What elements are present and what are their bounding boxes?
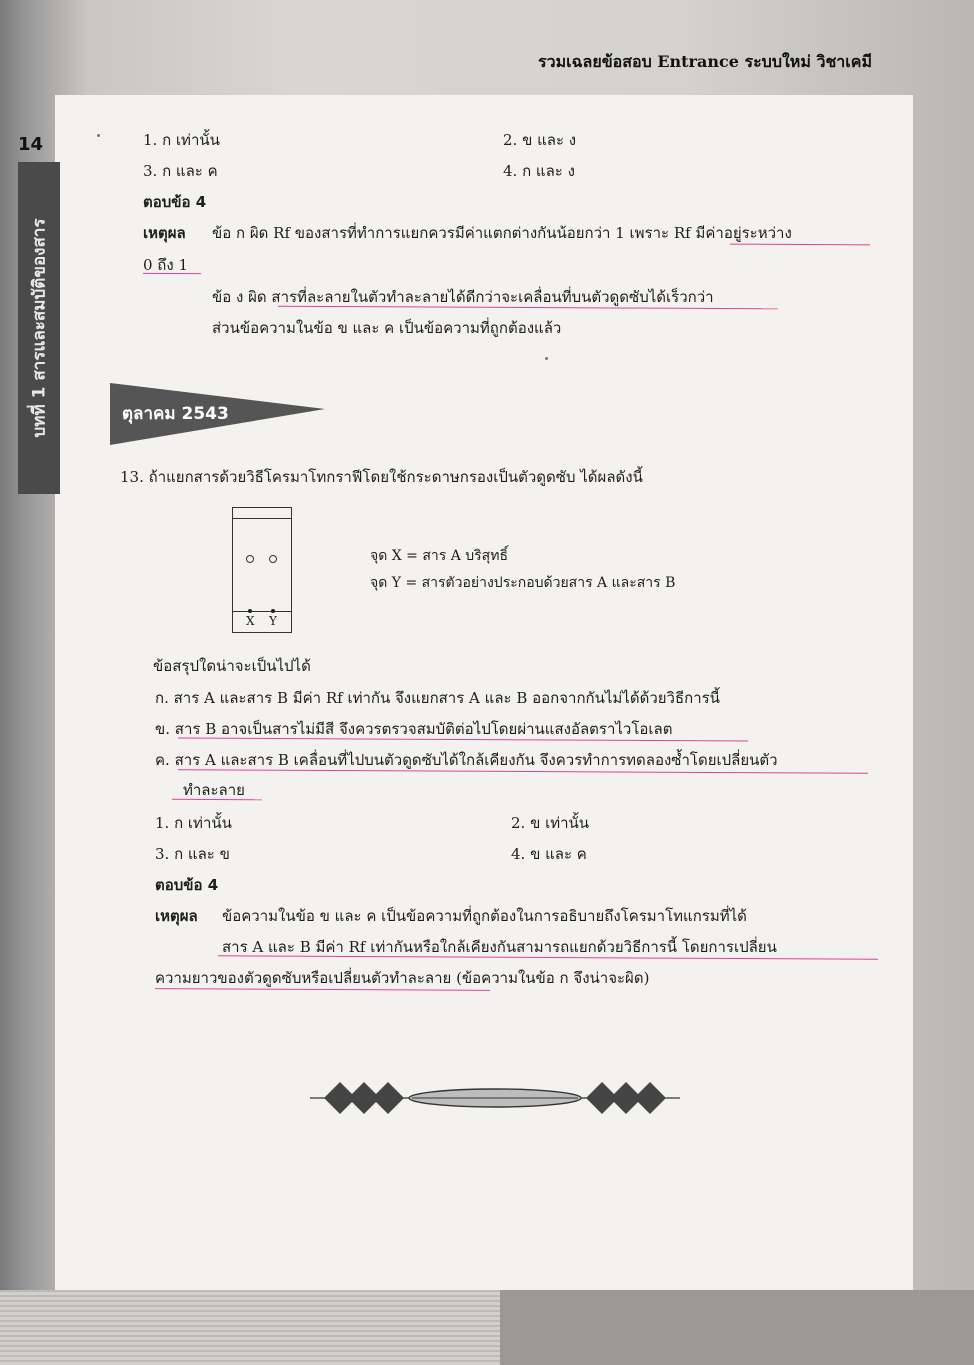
label-x: X [246,614,255,628]
statement-c-line-1: ค. สาร A และสาร B เคลื่อนที่ไปบนตัวดูดซับได้ใกล้เคียงกัน จึงควรทำการทดลองซ้ำโดยเปลี่ยนตัว [155,751,778,769]
prev-option-1: 1. ก เท่านั้น [143,131,220,149]
q13-answer: ตอบข้อ 4 [155,876,219,894]
question-13-prompt: ข้อสรุปใดน่าจะเป็นไปได้ [153,657,311,675]
statement-b: ข. สาร B อาจเป็นสารไม่มีสี จึงควรตรวจสมบัติต่อไปโดยผ่านแสงอัลตราไวโอเลต [155,720,673,738]
q13-reason-label: เหตุผล [155,907,198,925]
bottom-shadow [500,1290,974,1365]
q13-reason-line-2: สาร A และ B มีค่า Rf เท่ากันหรือใกล้เคียงกันสามารถแยกด้วยวิธีการนี้ โดยการเปลี่ยน [222,938,777,956]
prev-reason-label: เหตุผล [143,224,186,242]
diamond-divider-icon [310,1078,680,1118]
bottom-stripes [0,1290,500,1365]
label-y: Y [269,614,277,628]
q13-reason-line-3: ความยาวของตัวดูดซับหรือเปลี่ยนตัวทำละลาย (ข้อความในข้อ ก จึงน่าจะผิด) [155,969,650,987]
legend-x: จุด X = สาร A บริสุทธิ์ [370,548,509,564]
chromatogram-paper [232,507,292,633]
spot-x [246,555,254,563]
print-speck [97,134,100,137]
q13-reason-line-1: ข้อความในข้อ ข และ ค เป็นข้อความที่ถูกต้องในการอธิบายถึงโครมาโทแกรมที่ได้ [222,907,747,925]
q13-option-1: 1. ก เท่านั้น [155,814,232,832]
prev-reason-line-3: ข้อ ง ผิด สารที่ละลายในตัวทำละลายได้ดีกว่าจะเคลื่อนที่บนตัวดูดซับได้เร็วกว่า [212,288,714,306]
prev-reason-line-2: 0 ถึง 1 [143,256,189,274]
question-13-stem: 13. ถ้าแยกสารด้วยวิธีโครมาโทกราฟีโดยใช้กระดาษกรองเป็นตัวดูดซับ ได้ผลดังนี้ [120,468,643,486]
prev-option-4: 4. ก และ ง [503,162,575,180]
q13-option-3: 3. ก และ ข [155,845,230,863]
prev-option-3: 3. ก และ ค [143,162,218,180]
chapter-tab-label: บทที่ 1 สารและสมบัติของสาร [29,218,50,438]
baseline [233,611,291,612]
page-number: 14 [18,134,44,155]
prev-option-2: 2. ข และ ง [503,131,577,149]
origin-dot-y [271,609,275,613]
q13-option-2: 2. ข เท่านั้น [511,814,590,832]
statement-a: ก. สาร A และสาร B มีค่า Rf เท่ากัน จึงแยกสาร A และ B ออกจากกันไม่ได้ด้วยวิธีการนี้ [155,689,720,707]
statement-c-line-2: ทำละลาย [183,781,245,799]
legend-y: จุด Y = สารตัวอย่างประกอบด้วยสาร A และสาร B [370,575,676,591]
print-speck [545,357,548,360]
section-ribbon-label: ตุลาคม 2543 [122,404,229,424]
prev-reason-line-4: ส่วนข้อความในข้อ ข และ ค เป็นข้อความที่ถูกต้องแล้ว [212,319,562,337]
q13-option-4: 4. ข และ ค [511,845,587,863]
running-header: รวมเฉลยข้อสอบ Entrance ระบบใหม่ วิชาเคมี [538,52,872,71]
prev-reason-line-1: ข้อ ก ผิด Rf ของสารที่ทำการแยกควรมีค่าแตกต่างกันน้อยกว่า 1 เพราะ Rf มีค่าอยู่ระหว่าง [212,224,792,242]
origin-dot-x [248,609,252,613]
spot-y [269,555,277,563]
prev-answer: ตอบข้อ 4 [143,193,207,211]
